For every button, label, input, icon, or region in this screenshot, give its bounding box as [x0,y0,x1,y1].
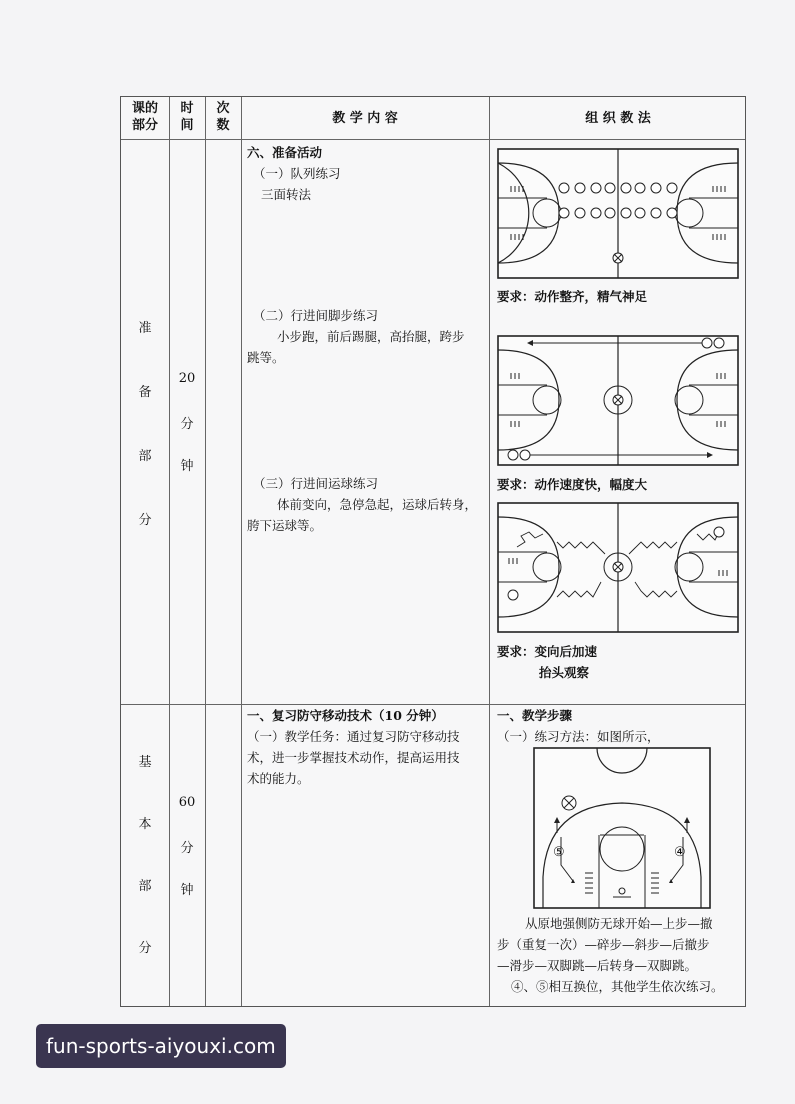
desc1: 从原地强侧防无球开始—上步—撤 [525,916,713,931]
court-diagram-defense [533,747,711,909]
prep-s2-body1: 小步跑，前后踢腿，高抬腿，跨步 [277,329,465,344]
col-divider [489,97,490,1006]
desc2: 步（重复一次）—碎步—斜步—后撤步 [497,937,710,952]
basic-content [247,705,487,789]
prep-s2 [247,305,487,368]
step-title: 一、教学步骤 [497,708,573,723]
basic-task2: 术，进一步掌握技术动作，提高运用技 [247,750,460,765]
prep-req3a: 要求：变向后加速 [497,644,598,659]
prep-title: 六、准备活动 [247,145,323,160]
row-divider [121,139,745,140]
prep-s3 [247,473,487,536]
prep-s1-title: （一）队列练习 [253,166,341,181]
court-diagram-footwork [497,335,739,466]
prep-s1-body: 三面转法 [261,187,312,202]
basic-method [497,705,745,747]
basic-task1: （一）教学任务：通过复习防守移动技 [247,729,460,744]
method-title: （一）练习方法：如图所示， [497,729,660,744]
basic-title: 一、复习防守移动技术（10 分钟） [247,708,444,723]
prep-s3-body1: 体前变向，急停急起，运球后转身， [277,497,478,512]
prep-s2-title: （二）行进间脚步练习 [253,308,379,323]
player-5-marker: ⑤ [553,845,565,860]
col-divider [205,97,206,1006]
prep-s2-body2: 跳等。 [247,350,285,365]
basic-time-label: 60 分 钟 [178,795,196,898]
prep-content [247,142,487,205]
prep-time-label: 20 分 钟 [178,371,196,474]
desc4: ④、⑤相互换位，其他学生依次练习。 [511,979,724,994]
header-part: 课的 部分 [131,101,158,133]
method-description [497,913,747,997]
prep-req3b: 抬头观察 [539,665,590,680]
court-diagram-formation [497,148,739,279]
watermark: fun-sports-aiyouxi.com [36,1024,286,1068]
prep-s3-body2: 胯下运球等。 [247,518,323,533]
prep-req1: 要求：动作整齐，精气神足 [497,289,648,304]
lesson-plan-table [120,96,746,1007]
player-4-marker: ④ [674,845,686,860]
header-method: 组 织 教 法 [585,111,651,126]
col-divider [241,97,242,1006]
prep-part-label: 准 备 部 分 [138,321,152,528]
prep-s3-title: （三）行进间运球练习 [253,476,379,491]
header-count: 次 数 [216,101,230,133]
header-time: 时 间 [180,101,194,133]
prep-req2: 要求：动作速度快，幅度大 [497,477,648,492]
header-content: 教 学 内 容 [332,111,398,126]
basic-task3: 术的能力。 [247,771,310,786]
court-diagram-dribbling [497,502,739,633]
basic-part-label: 基 本 部 分 [138,755,152,956]
desc3: —滑步—双脚跳—后转身—双脚跳。 [497,958,698,973]
